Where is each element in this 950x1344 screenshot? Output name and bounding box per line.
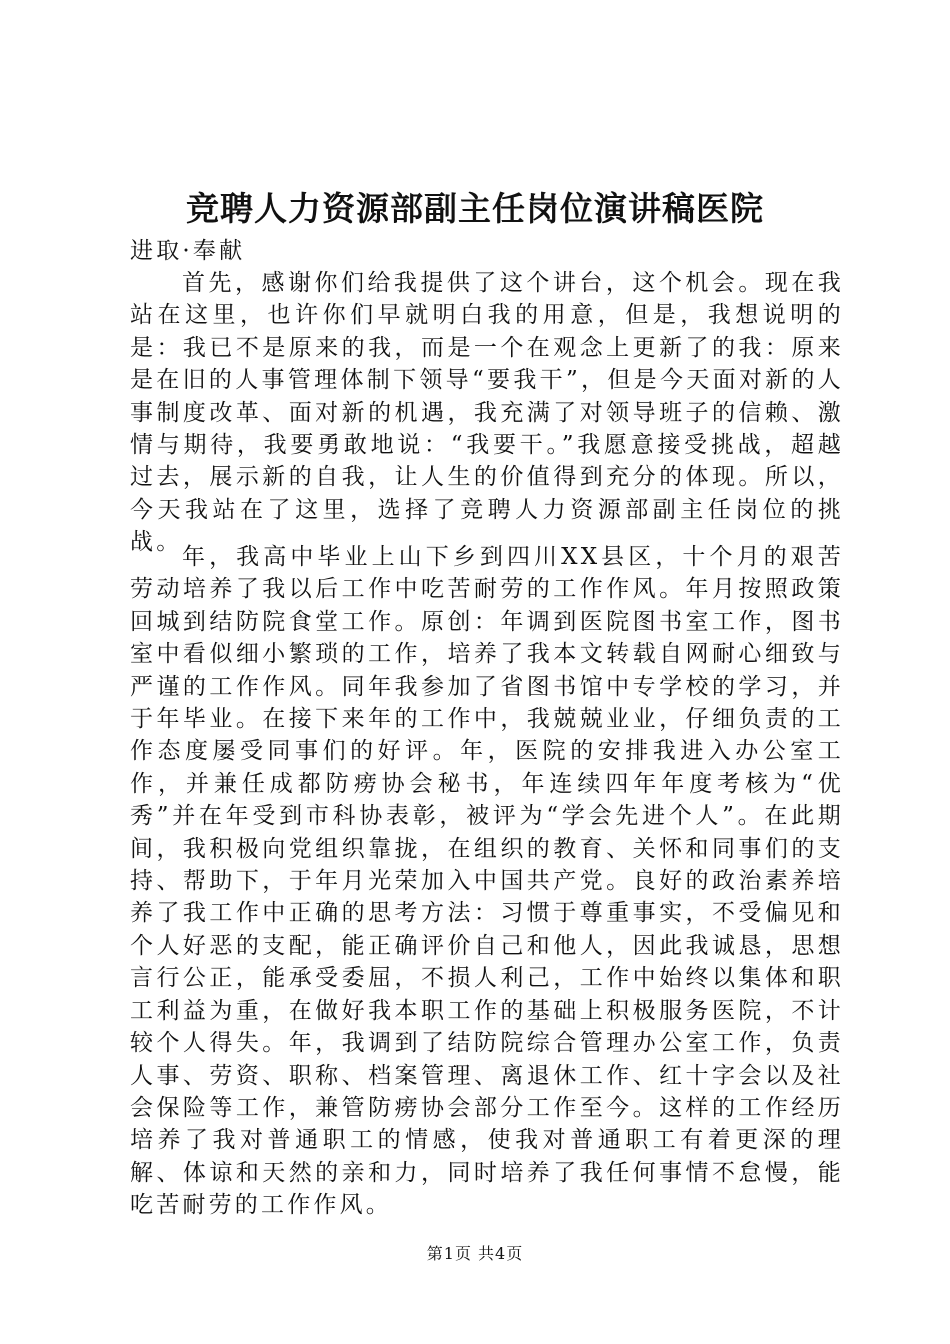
page-number-footer: 第1页 共4页: [426, 1244, 524, 1263]
paragraph-experience: 年，我高中毕业上山下乡到四川XX县区，十个月的艰苦劳动培养了我以后工作中吃苦耐劳的工作作风。年月按照政策回城到结防院食堂工作。原创：年调到医院图书室工作，图书室中看似细小繁琐的工作，培养了我本文转载自网耐心细致与严谨的工作作风。同年我参加了省图书馆中专学校的学习，并于年毕业。在接下来年的工作中，我兢兢业业，仔细负责的工作态度屡受同事们的好评。年，医院的安排我进入办公室工作，并兼任成都防痨协会秘书，年连续四年年度考核为“优秀”并在年受到市科协表彰，被评为“学会先进个人”。在此期间，我积极向党组织靠拢，在组织的教育、关怀和同事们的支持、帮助下，于年月光荣加入中国共产党。良好的政治素养培养了我工作中正确的思考方法：习惯于尊重事实，不受偏见和个人好恶的支配，能正确评价自己和他人，因此我诚恳，思想言行公正，能承受委屈，不损人利己，工作中始终以集体和职工利益为重，在做好我本职工作的基础上积极服务医院，不计较个人得失。年，我调到了结防院综合管理办公室工作，负责人事、劳资、职称、档案管理、离退休工作、红十字会以及社会保险等工作，兼管防痨协会部分工作至今。这样的工作经历培养了我对普通职工的情感，使我对普通职工有着更深的理解、体谅和天然的亲和力，同时培养了我任何事情不怠慢，能吃苦耐劳的工作作风。: [130, 544, 844, 1219]
document-title: 竞聘人力资源部副主任岗位演讲稿医院: [186, 189, 764, 228]
document-subtitle: 进取·奉献: [130, 238, 246, 264]
paragraph-intro: 首先，感谢你们给我提供了这个讲台，这个机会。现在我站在这里，也许你们早就明白我的用意，但是，我想说明的是：我已不是原来的我，而是一个在观念上更新了的我：原来是在旧的人事管理体制下领导“要我干”，但是今天面对新的人事制度改革、面对新的机遇，我充满了对领导班子的信赖、激情与期待，我要勇敢地说：“我要干。”我愿意接受挑战，超越过去，展示新的自我，让人生的价值得到充分的体现。所以，今天我站在了这里，选择了竞聘人力资源部副主任岗位的挑战。: [130, 270, 844, 556]
